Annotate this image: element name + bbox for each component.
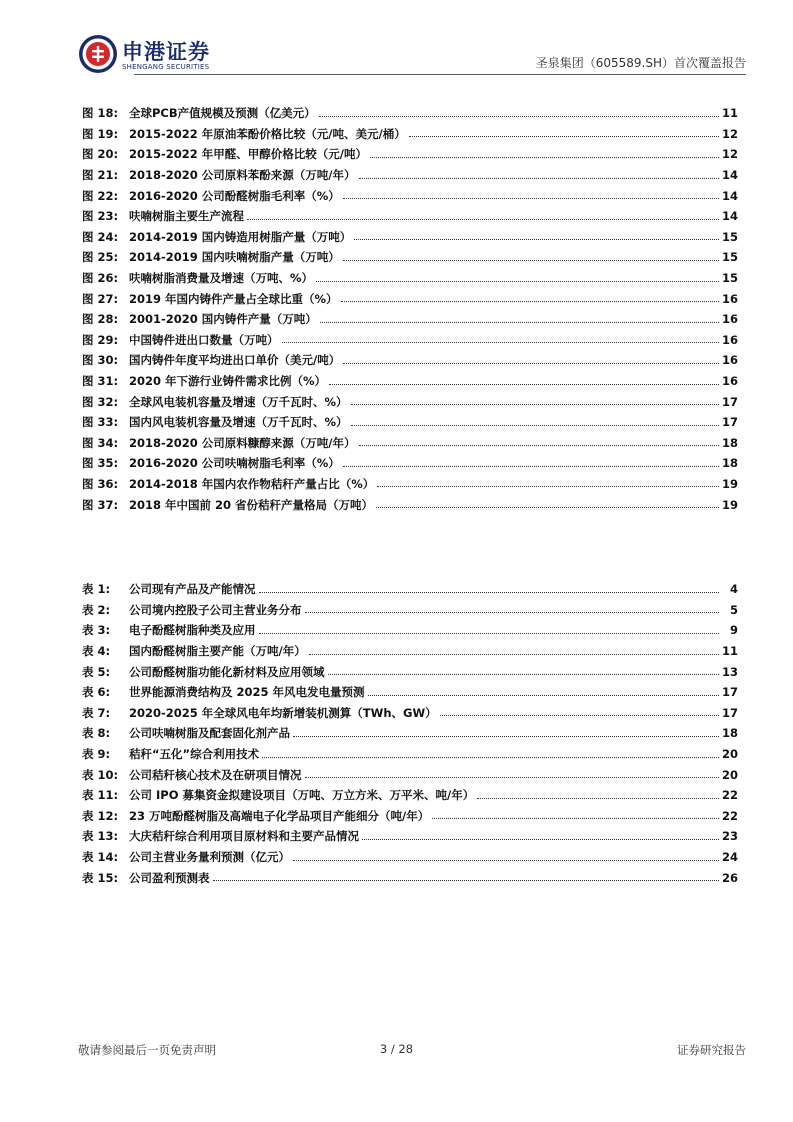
table-entry-label: 表 11:: [82, 788, 119, 803]
table-entry[interactable]: [82, 744, 738, 765]
dot-leader: [305, 612, 720, 613]
table-entry-page: 4: [729, 582, 738, 597]
dot-leader: [341, 301, 719, 302]
figure-entry[interactable]: [82, 144, 738, 165]
figure-entry-page: 16: [721, 312, 738, 327]
dot-leader: [343, 466, 719, 467]
dot-leader: [343, 260, 719, 261]
table-entry[interactable]: [82, 764, 738, 785]
figure-entry-label: 图 34:: [82, 435, 119, 450]
table-entry[interactable]: [82, 723, 738, 744]
table-entry-title: 电子酚醛树脂种类及应用: [129, 623, 256, 638]
table-entry-page: 24: [721, 850, 738, 865]
figure-entry[interactable]: [82, 391, 738, 412]
table-entry-title: 国内酚醛树脂主要产能（万吨/年）: [129, 644, 306, 659]
table-entry[interactable]: [82, 682, 738, 703]
table-entry-page: 22: [721, 808, 738, 823]
table-entry-title: 秸秆“五化”综合利用技术: [129, 747, 260, 762]
table-entry-label: 表 14:: [82, 850, 119, 865]
dot-leader: [213, 880, 719, 881]
dot-leader: [440, 715, 719, 716]
figure-entry-page: 11: [721, 106, 738, 121]
dot-leader: [329, 384, 719, 385]
table-entry-label: 表 2:: [82, 602, 111, 617]
footer-report-type: 证券研究报告: [677, 1043, 746, 1057]
figure-entry-label: 图 33:: [82, 415, 119, 430]
table-entry[interactable]: [82, 826, 738, 847]
figure-entry-title: 2001-2020 国内铸件产量（万吨）: [129, 312, 317, 327]
figure-entry-label: 图 18:: [82, 106, 119, 121]
brand-name: 申港证券: [122, 40, 210, 64]
page-header: [78, 30, 746, 78]
figure-entry-page: 16: [721, 291, 738, 306]
dot-leader: [282, 342, 719, 343]
table-entry-label: 表 6:: [82, 685, 111, 700]
figure-entry[interactable]: [82, 474, 738, 495]
brand-name-english: SHENGANG SECURITIES: [122, 63, 210, 71]
dot-leader: [305, 777, 719, 778]
figure-entry-label: 图 30:: [82, 353, 119, 368]
table-entry-page: 26: [721, 870, 738, 885]
dot-leader: [293, 736, 719, 737]
figure-entry-page: 16: [721, 374, 738, 389]
figure-entry[interactable]: [82, 124, 738, 145]
table-entry-label: 表 13:: [82, 829, 119, 844]
table-entry-label: 表 5:: [82, 664, 111, 679]
figure-entry-title: 呋喃树脂主要生产流程: [129, 209, 244, 224]
figure-entry-label: 图 26:: [82, 271, 119, 286]
dot-leader: [259, 592, 720, 593]
table-entry-title: 公司呋喃树脂及配套固化剂产品: [129, 726, 290, 741]
dot-leader: [328, 674, 719, 675]
figure-entry-title: 2014-2018 年国内农作物秸秆产量占比（%）: [129, 476, 375, 491]
table-entry-label: 表 10:: [82, 767, 119, 782]
table-entry-page: 20: [721, 767, 738, 782]
table-entry-page: 9: [729, 623, 738, 638]
table-entry-title: 世界能源消费结构及 2025 年风电发电量预测: [129, 685, 365, 700]
table-entry-page: 23: [721, 829, 738, 844]
figure-entry-label: 图 22:: [82, 188, 119, 203]
dot-leader: [354, 239, 719, 240]
table-entry-page: 20: [721, 747, 738, 762]
table-entry-label: 表 15:: [82, 870, 119, 885]
figure-entry-label: 图 37:: [82, 497, 119, 512]
figure-entry-title: 中国铸件进出口数量（万吨）: [129, 332, 279, 347]
tables-index: [82, 579, 738, 888]
shengang-logo-icon: [78, 34, 118, 74]
figure-entry-title: 2018 年中国前 20 省份秸秆产量格局（万吨）: [129, 497, 374, 512]
figure-entry-title: 2016-2020 公司酚醛树脂毛利率（%）: [129, 188, 340, 203]
figure-entry-title: 2019 年国内铸件产量占全球比重（%）: [129, 291, 338, 306]
figure-entry-page: 12: [721, 147, 738, 162]
figure-entry-label: 图 32:: [82, 394, 119, 409]
page-number: 3 / 28: [379, 1042, 414, 1056]
figure-entry[interactable]: [82, 371, 738, 392]
dot-leader: [359, 178, 719, 179]
table-entry-page: 5: [729, 602, 738, 617]
table-entry-title: 23 万吨酚醛树脂及高端电子化学品项目产能细分（吨/年）: [129, 808, 430, 823]
table-entry-page: 11: [721, 644, 738, 659]
dot-leader: [247, 219, 719, 220]
figure-entry-title: 2020 年下游行业铸件需求比例（%）: [129, 374, 327, 389]
dot-leader: [368, 695, 719, 696]
dot-leader: [259, 633, 720, 634]
figure-entry-label: 图 35:: [82, 456, 119, 471]
figure-entry-title: 国内铸件年度平均进出口单价（美元/吨）: [129, 353, 341, 368]
figure-entry[interactable]: [82, 185, 738, 206]
dot-leader: [343, 198, 719, 199]
figure-entry[interactable]: [82, 330, 738, 351]
dot-leader: [343, 363, 719, 364]
table-entry-page: 17: [721, 705, 738, 720]
figure-entry[interactable]: [82, 309, 738, 330]
figures-index: [82, 103, 738, 515]
figure-entry-page: 18: [721, 456, 738, 471]
footer-disclaimer: 敬请参阅最后一页免责声明: [78, 1043, 216, 1057]
table-entry[interactable]: [82, 785, 738, 806]
dot-leader: [351, 404, 719, 405]
table-entry-title: 公司主营业务量利预测（亿元）: [129, 850, 290, 865]
figure-entry-page: 19: [721, 476, 738, 491]
table-entry-page: 13: [721, 664, 738, 679]
dot-leader: [293, 860, 719, 861]
table-entry[interactable]: [82, 867, 738, 888]
table-entry-label: 表 7:: [82, 705, 111, 720]
dot-leader: [262, 757, 719, 758]
table-entry-title: 大庆秸秆综合利用项目原材料和主要产品情况: [129, 829, 359, 844]
figure-entry-page: 17: [721, 394, 738, 409]
figure-entry-page: 15: [721, 229, 738, 244]
report-title: 圣泉集团（605589.SH）首次覆盖报告: [535, 56, 746, 70]
figure-entry-title: 2018-2020 公司原料苯酚来源（万吨/年）: [129, 168, 356, 183]
dot-leader: [409, 136, 719, 137]
table-entry-page: 17: [721, 685, 738, 700]
table-entry-title: 公司境内控股子公司主营业务分布: [129, 602, 302, 617]
figure-entry-label: 图 27:: [82, 291, 119, 306]
table-entry-label: 表 9:: [82, 747, 111, 762]
figure-entry[interactable]: [82, 412, 738, 433]
figure-entry-page: 14: [721, 209, 738, 224]
figure-entry[interactable]: [82, 268, 738, 289]
table-entry-label: 表 4:: [82, 644, 111, 659]
figure-entry-title: 2016-2020 公司呋喃树脂毛利率（%）: [129, 456, 340, 471]
figure-entry[interactable]: [82, 453, 738, 474]
figure-entry-title: 2014-2019 国内呋喃树脂产量（万吨）: [129, 250, 340, 265]
figure-entry-title: 2015-2022 年原油苯酚价格比较（元/吨、美元/桶）: [129, 126, 406, 141]
dot-leader: [477, 798, 719, 799]
table-entry-title: 公司 IPO 募集资金拟建设项目（万吨、万立方米、万平米、吨/年）: [129, 788, 475, 803]
figure-entry-label: 图 29:: [82, 332, 119, 347]
figure-entry[interactable]: [82, 350, 738, 371]
figure-entry[interactable]: [82, 247, 738, 268]
table-entry[interactable]: [82, 847, 738, 868]
table-entry[interactable]: [82, 703, 738, 724]
table-entry[interactable]: [82, 661, 738, 682]
table-entry[interactable]: [82, 579, 738, 600]
table-entry-label: 表 1:: [82, 582, 111, 597]
table-entry[interactable]: [82, 806, 738, 827]
table-entry[interactable]: [82, 641, 738, 662]
figure-entry-label: 图 31:: [82, 374, 119, 389]
figure-entry-title: 2015-2022 年甲醛、甲醇价格比较（元/吨）: [129, 147, 367, 162]
header-divider: [134, 74, 746, 75]
dot-leader: [362, 839, 719, 840]
table-entry-title: 2020-2025 年全球风电年均新增装机测算（TWh、GW）: [129, 705, 437, 720]
figure-entry-page: 14: [721, 188, 738, 203]
figure-entry-page: 14: [721, 168, 738, 183]
figure-entry[interactable]: [82, 103, 738, 124]
table-entry-label: 表 3:: [82, 623, 111, 638]
figure-entry[interactable]: [82, 206, 738, 227]
figure-entry-title: 全球风电装机容量及增速（万千瓦时、%）: [129, 394, 348, 409]
table-entry-page: 18: [721, 726, 738, 741]
figure-entry-page: 16: [721, 353, 738, 368]
dot-leader: [370, 157, 719, 158]
dot-leader: [316, 281, 719, 282]
figure-entry-page: 15: [721, 250, 738, 265]
figure-entry-page: 19: [721, 497, 738, 512]
dot-leader: [320, 322, 719, 323]
dot-leader: [309, 654, 719, 655]
dot-leader: [359, 445, 719, 446]
dot-leader: [432, 818, 719, 819]
table-entry-label: 表 12:: [82, 808, 119, 823]
table-entry-title: 公司盈利预测表: [129, 870, 210, 885]
figure-entry-label: 图 19:: [82, 126, 119, 141]
dot-leader: [377, 486, 719, 487]
figure-entry-label: 图 20:: [82, 147, 119, 162]
figure-entry-title: 呋喃树脂消费量及增速（万吨、%）: [129, 271, 314, 286]
figure-entry-label: 图 25:: [82, 250, 119, 265]
dot-leader: [319, 116, 719, 117]
table-entry[interactable]: [82, 620, 738, 641]
figure-entry-title: 2018-2020 公司原料糠醇来源（万吨/年）: [129, 435, 356, 450]
table-entry-title: 公司酚醛树脂功能化新材料及应用领域: [129, 664, 325, 679]
figure-entry-label: 图 23:: [82, 209, 119, 224]
table-entry-label: 表 8:: [82, 726, 111, 741]
figure-entry[interactable]: [82, 288, 738, 309]
table-entry-title: 公司现有产品及产能情况: [129, 582, 256, 597]
figure-entry-label: 图 21:: [82, 168, 119, 183]
figure-entry[interactable]: [82, 227, 738, 248]
figure-entry-page: 15: [721, 271, 738, 286]
figure-entry-label: 图 24:: [82, 229, 119, 244]
figure-entry-page: 18: [721, 435, 738, 450]
figure-entry-title: 2014-2019 国内铸造用树脂产量（万吨）: [129, 229, 352, 244]
figure-entry-page: 12: [721, 126, 738, 141]
figure-entry-title: 国内风电装机容量及增速（万千瓦时、%）: [129, 415, 348, 430]
figure-entry-title: 全球PCB产值规模及预测（亿美元）: [129, 106, 316, 121]
table-entry-page: 22: [721, 788, 738, 803]
figure-entry-page: 17: [721, 415, 738, 430]
table-entry[interactable]: [82, 600, 738, 621]
figure-entry-label: 图 28:: [82, 312, 119, 327]
figure-entry[interactable]: [82, 494, 738, 515]
figure-entry[interactable]: [82, 165, 738, 186]
figure-entry-label: 图 36:: [82, 476, 119, 491]
dot-leader: [376, 507, 719, 508]
table-entry-title: 公司秸秆核心技术及在研项目情况: [129, 767, 302, 782]
dot-leader: [351, 425, 719, 426]
figure-entry[interactable]: [82, 433, 738, 454]
figure-entry-page: 16: [721, 332, 738, 347]
